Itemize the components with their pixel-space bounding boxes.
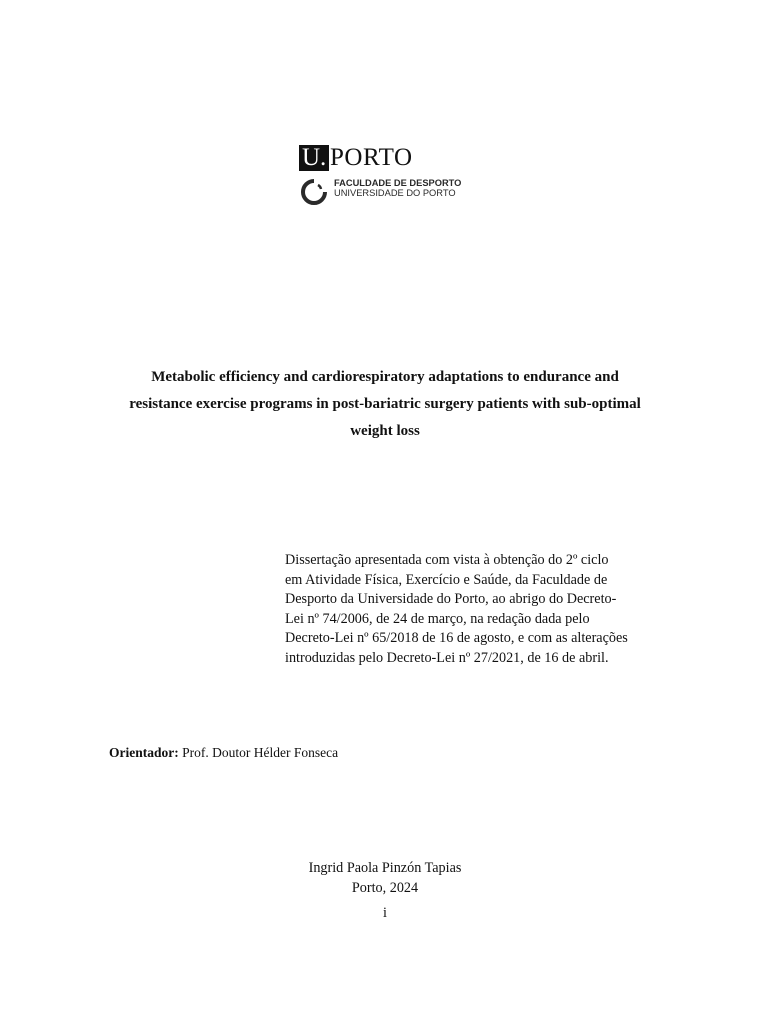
- supervisor-label: Orientador:: [109, 745, 179, 760]
- place-year: Porto, 2024: [351, 879, 419, 896]
- statement-line: Desporto da Universidade do Porto, ao abrigo do Decreto-: [285, 591, 617, 607]
- logo-university-line: UNIVERSIDADE DO PORTO: [334, 188, 456, 198]
- title-line: resistance exercise programs in post-bariatric surgery patients with sub-optimal: [129, 396, 641, 412]
- dissertation-statement: [285, 551, 685, 668]
- statement-line: Decreto-Lei nº 65/2018 de 16 de agosto, e com as alterações: [285, 630, 628, 646]
- logo-faculty-line: FACULDADE DE DESPORTO: [334, 178, 462, 188]
- title-line: Metabolic efficiency and cardiorespiratory adaptations to endurance and: [151, 369, 619, 385]
- statement-line: em Atividade Física, Exercício e Saúde, da Faculdade de: [285, 571, 608, 588]
- logo-porto-text: PORTO: [330, 144, 413, 171]
- supervisor-line: [109, 744, 338, 762]
- page-number: i: [383, 905, 387, 921]
- title-line: weight loss: [350, 423, 420, 439]
- statement-line: Dissertação apresentada com vista à obtenção do 2º ciclo: [285, 552, 609, 568]
- university-logo: [299, 145, 464, 209]
- supervisor-name: Prof. Doutor Hélder Fonseca: [182, 745, 339, 760]
- logo-u-block: U.: [299, 145, 329, 171]
- thesis-title: [100, 364, 670, 445]
- statement-line: introduzidas pelo Decreto-Lei nº 27/2021, de 16 de abril.: [285, 649, 609, 666]
- author-block: [235, 859, 535, 924]
- faculty-ring-icon: [301, 179, 327, 205]
- logo-wordmark: [299, 145, 413, 171]
- statement-line: Lei nº 74/2006, de 24 de março, na redação dada pelo: [285, 610, 590, 627]
- author-name: Ingrid Paola Pinzón Tapias: [308, 860, 462, 876]
